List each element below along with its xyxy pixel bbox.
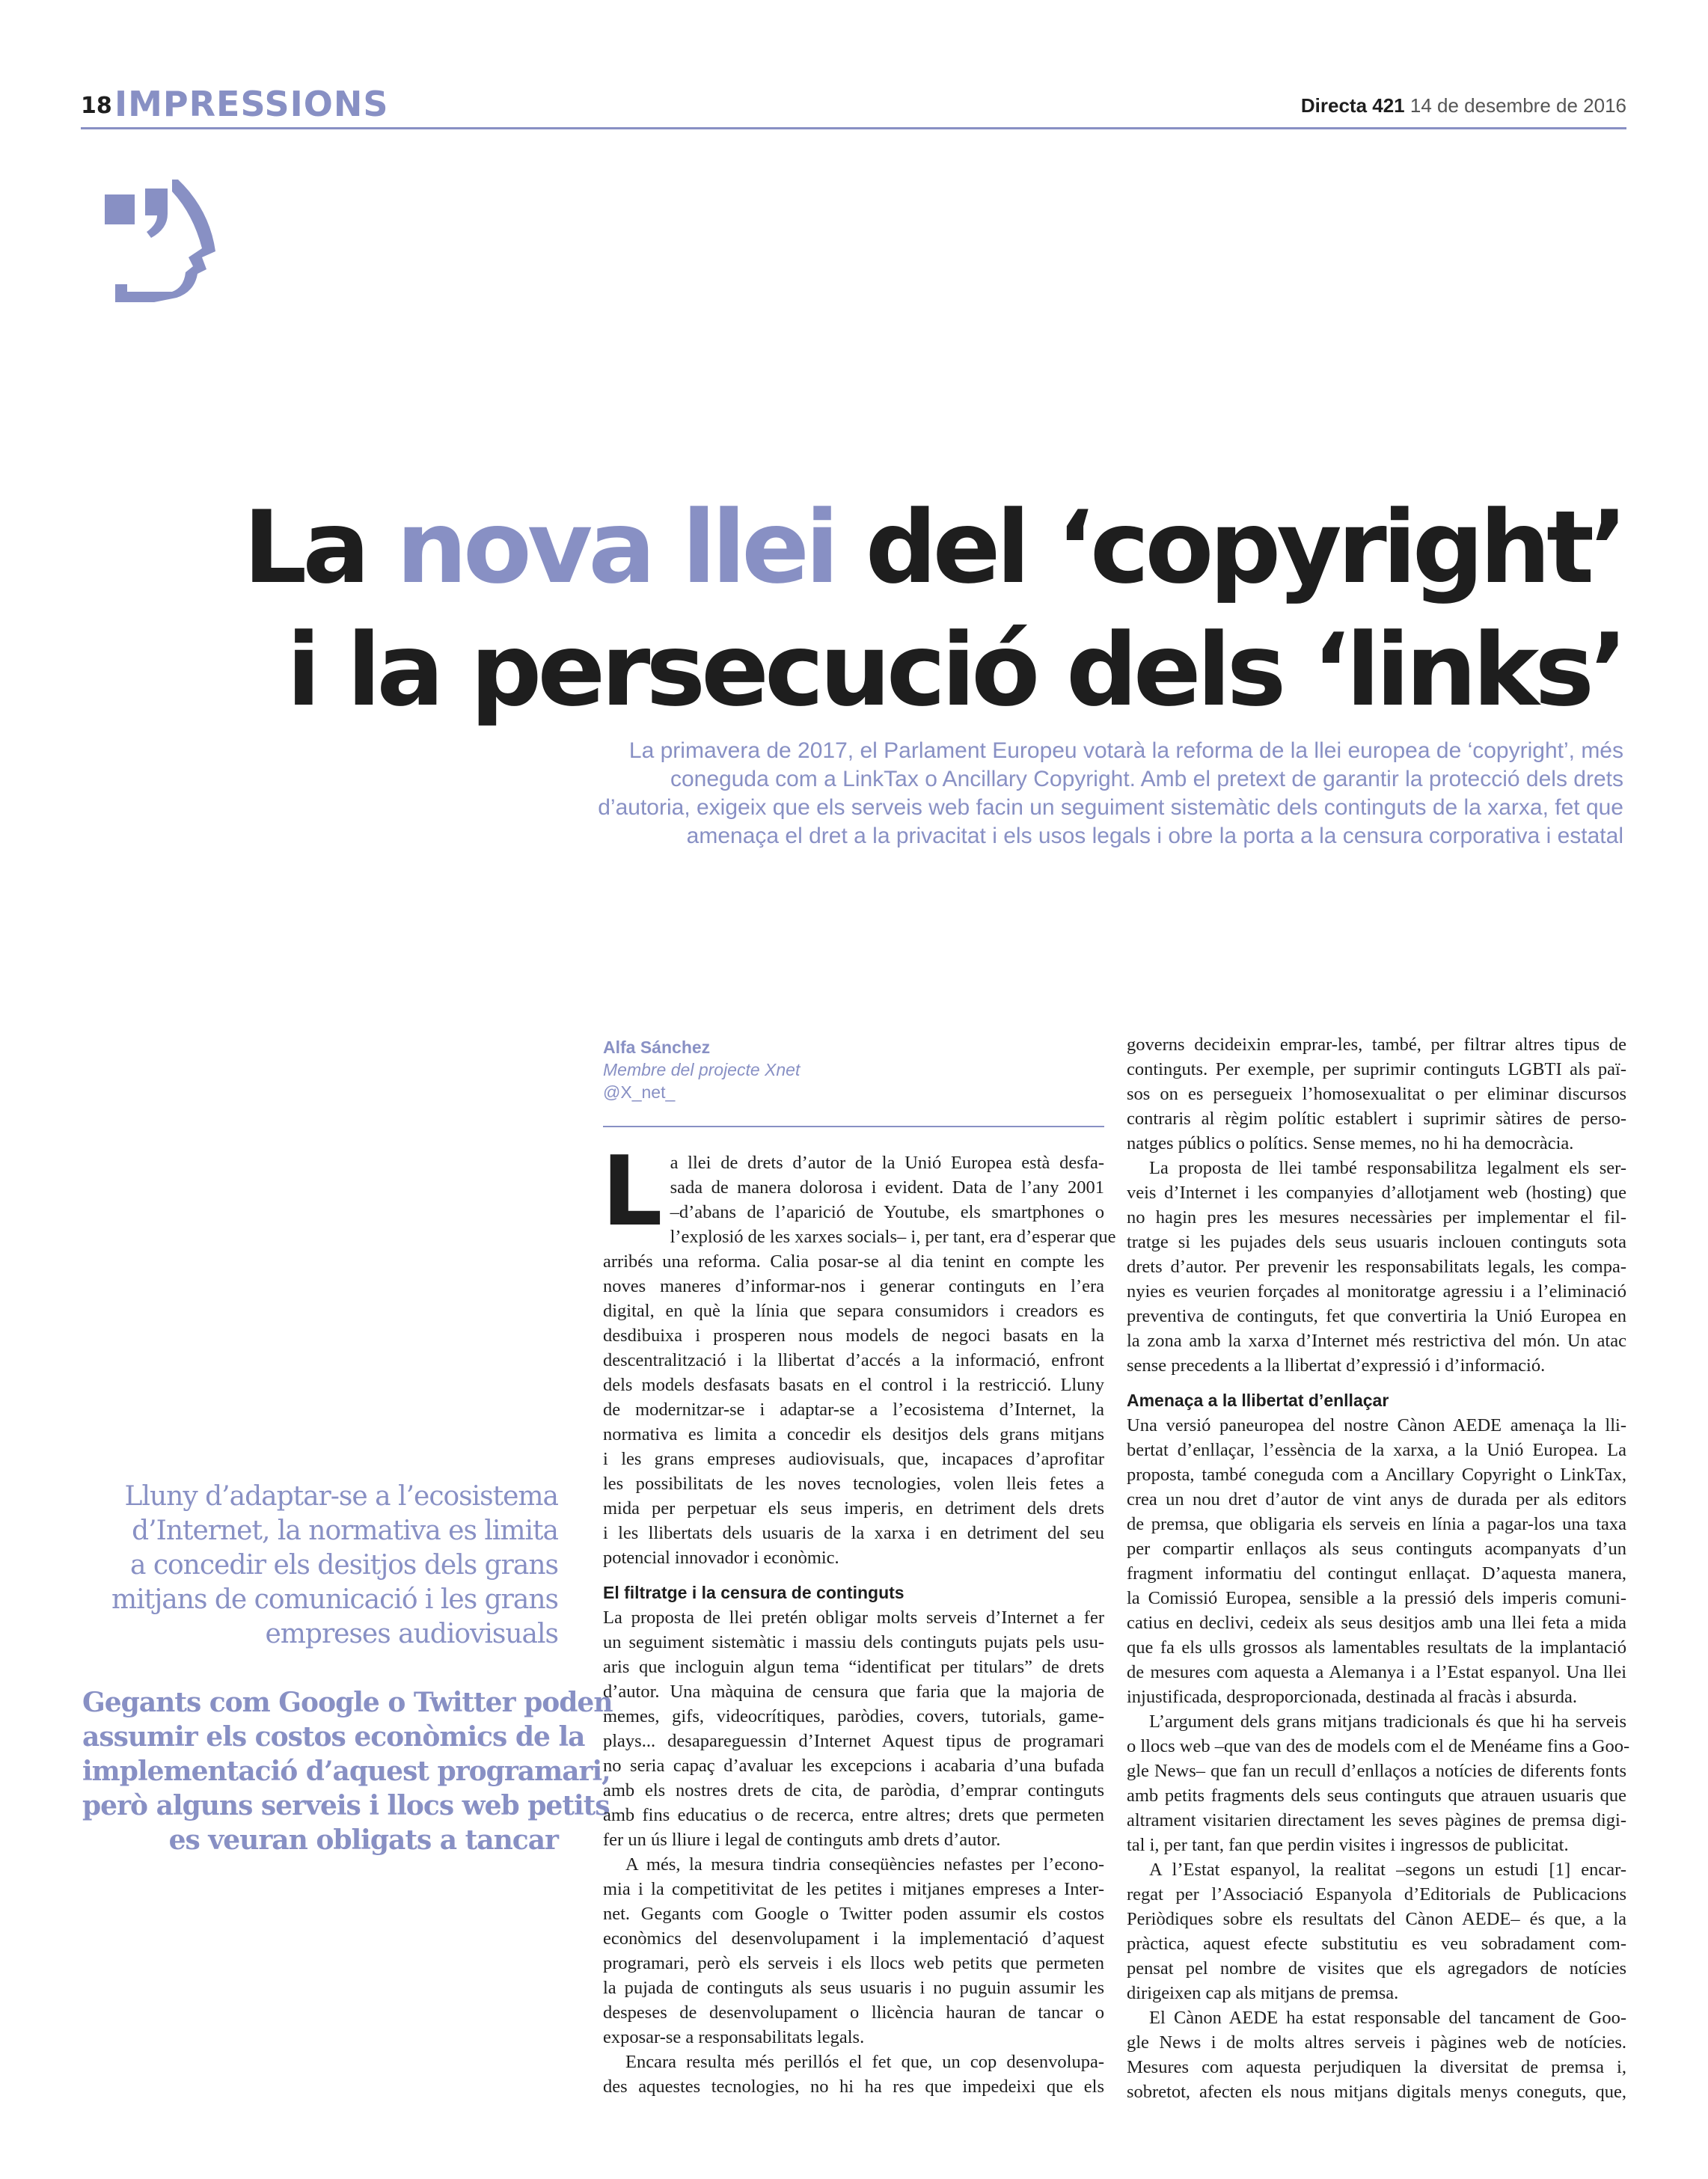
body-line: desdibuixa i prosperen nous models de negoci basats en la [603, 1326, 1104, 1346]
pull-quote-2 [82, 1685, 613, 1857]
pull-quote-line: però alguns serveis i llocs web petits [82, 1790, 610, 1821]
body-line: d’autor. Una màquina de censura que faria que la majoria de [603, 1682, 1104, 1702]
body-line: preventiva de continguts, fet que convertiria la Unió Europea en [1127, 1306, 1626, 1326]
body-line: sobretot, afecten els nous mitjans digitals menys coneguts, que, [1127, 2082, 1626, 2102]
body-line: de premsa, que obligaria els serveis en línia a pagar-los una taxa [1127, 1514, 1626, 1534]
body-line: continguts. Per exemple, per suprimir continguts LGBTI als paï- [1127, 1059, 1626, 1079]
body-line: dels models desfasats basats en el control i la restricció. Lluny [603, 1375, 1104, 1395]
body-line: a llei de drets d’autor de la Unió Europea està desfa- [670, 1153, 1104, 1173]
subhead: El filtratge i la censura de continguts [603, 1583, 904, 1602]
issue-date: 14 de desembre de 2016 [1409, 94, 1626, 117]
body-line: fragment informatiu del contingut enllaçat. D’aquesta manera, [1127, 1563, 1626, 1584]
headline-line-2: i la persecució dels ‘links’ [286, 612, 1623, 729]
body-line: arribés una reforma. Calia posar-se al dia tenint en compte les [603, 1251, 1104, 1272]
body-line: A més, la mesura tindria conseqüències nefastes per l’econo- [625, 1854, 1104, 1875]
page-header [81, 84, 1626, 130]
pull-quote-line: mitjans de comunicació i les grans [111, 1584, 558, 1615]
face-profile-logo-icon [97, 180, 224, 307]
body-line: A l’Estat espanyol, la realitat –segons un estudi [1] encar- [1149, 1860, 1626, 1880]
body-line: pràctica, aquest efecte substitutiu es veu sobradament com- [1127, 1934, 1626, 1954]
author-role: Membre del projecte Xnet [603, 1060, 801, 1079]
paragraph [603, 1605, 1104, 1852]
body-line: despeses de desenvolupament o llicència hauran de tancar o [603, 2002, 1104, 2023]
body-column-1 [602, 1136, 1116, 2099]
body-line: natges públics o polítics. Sense memes, no hi ha democràcia. [1127, 1133, 1574, 1153]
paragraph [1127, 1857, 1626, 2005]
body-line: econòmics del desenvolupament i la implementació d’aquest [603, 1928, 1104, 1949]
body-line: net. Gegants com Google o Twitter poden assumir els costos [603, 1904, 1104, 1924]
body-line: un seguiment sistemàtic i massiu dels continguts pujats pels usu- [603, 1632, 1104, 1652]
paragraph [1127, 2005, 1626, 2104]
publication-name: Directa 421 [1300, 94, 1405, 117]
paragraph [603, 1852, 1104, 2050]
paragraph [603, 2050, 1104, 2099]
headline [112, 486, 1623, 732]
dek-line: amenaça el dret a la privacitat i els usos legals i obre la porta a la censura corporativa i estatal [686, 824, 1623, 848]
body-line: mida per perpetuar els seus imperis, en detriment dels drets [603, 1498, 1104, 1518]
body-line: La proposta de llei pretén obligar molts serveis d’Internet a fer [603, 1608, 1104, 1628]
body-line: amb fins educatius o de recerca, entre altres; drets que permeten [603, 1805, 1104, 1825]
body-line: La proposta de llei també responsabilitza legalment els ser- [1149, 1158, 1626, 1178]
body-line: que fa els ulls grossos als lamentables resultats de la implantació [1127, 1637, 1626, 1658]
pull-quote-1 [82, 1480, 558, 1652]
body-line: veis d’Internet i les companyies d’allotjament web (hosting) que [1127, 1183, 1626, 1203]
author-name: Alfa Sánchez [603, 1038, 711, 1057]
body-line: no hagin pres les mesures necessàries per implementar el fil- [1127, 1207, 1626, 1228]
body-line: dirigeixen cap als mitjans de premsa. [1127, 1983, 1399, 2003]
paragraph [1127, 1709, 1630, 1857]
body-line: memes, gifs, videocrítiques, paròdies, covers, tutorials, game- [603, 1706, 1104, 1726]
pull-quote-line: implementació d’aquest programari, [82, 1756, 610, 1787]
body-line: sada de manera dolorosa i evident. Data de l’any 2001 [670, 1177, 1104, 1198]
body-line: les possibilitats de les noves tecnologies, volen lleis fetes a [603, 1474, 1104, 1494]
body-line: la Comissió Europea, sensible a la pressió dels imperis comuni- [1127, 1588, 1626, 1608]
body-line: aris que incloguin algun tema “identificat per titulars” de drets [603, 1657, 1104, 1677]
header-rule [81, 127, 1626, 129]
dek-line: coneguda com a LinkTax o Ancillary Copyright. Amb el pretext de garantir la protecció dels drets [670, 767, 1623, 791]
body-line: bertat d’enllaçar, l’essència de la xarxa, a la Unió Europea. La [1127, 1440, 1626, 1460]
body-line: gle News– que fan un recull d’enllaços a notícies de diferents fonts [1127, 1761, 1626, 1781]
pull-quote-line: empreses audiovisuals [265, 1619, 558, 1649]
body-line: tal i, per tant, fan que perdin visites i ingressos de publicitat. [1127, 1835, 1569, 1855]
body-line: Mesures com aquesta perjudiquen la diversitat de premsa i, [1127, 2057, 1626, 2077]
section-title: IMPRESSIONS [114, 84, 389, 124]
pull-quote-line: a concedir els desitjos dels grans [129, 1550, 558, 1581]
body-line: o llocs web –que van des de models com el de Menéame fins a Goo- [1127, 1736, 1630, 1756]
body-line: injustificada, desproporcionada, destinada al fracàs i absurda. [1127, 1687, 1578, 1707]
body-line: fer un ús lliure i legal de continguts amb drets d’autor. [603, 1830, 1001, 1850]
body-line: catius en declivi, cedeix als seus desitjos amb una llei feta a mida [1127, 1613, 1626, 1633]
body-line: gle News i de molts altres serveis i pàgines web de notícies. [1127, 2032, 1626, 2053]
paragraph [1127, 1413, 1626, 1709]
body-line: –d’abans de l’aparició de Youtube, els smartphones o [670, 1202, 1104, 1222]
pull-quote-line: assumir els costos econòmics de la [82, 1721, 585, 1753]
issue-info [1301, 94, 1626, 117]
dek-line: d’autoria, exigeix que els serveis web facin un seguiment sistemàtic dels continguts de la xarxa, fet que [598, 795, 1623, 820]
body-line: des aquestes tecnologies, no hi ha res que impedeixi que els [603, 2077, 1104, 2097]
paragraph [1127, 1032, 1626, 1156]
pull-quote-line: d’Internet, la normativa es limita [132, 1516, 558, 1546]
body-line: pensat pel nombre de visites que els agregadors de notícies [1127, 1958, 1626, 1979]
body-line: amb els nostres drets de cita, de paròdia, d’emprar continguts [603, 1780, 1104, 1800]
body-line: regat per l’Associació Espanyola d’Editorials de Publicacions [1127, 1884, 1626, 1904]
headline-line-1 [112, 486, 1623, 609]
body-line: exposar-se a responsabilitats legals. [603, 2027, 865, 2047]
body-line: L’argument dels grans mitjans tradicionals és que hi ha serveis [1149, 1711, 1626, 1732]
body-line: descentralització i la llibertat d’accés a la informació, enfront [603, 1350, 1104, 1370]
body-line: sos on es persegueix l’homosexualitat o per eliminar discursos [1127, 1084, 1626, 1104]
body-line: la zona amb la xarxa d’Internet més restrictiva del món. Un atac [1127, 1331, 1626, 1351]
subhead: Amenaça a la llibertat d’enllaçar [1127, 1391, 1389, 1410]
dek [524, 737, 1623, 851]
body-line: amb petits fragments dels seus continguts que atrauen usuaris que [1127, 1786, 1626, 1806]
body-line: de mesures com aquesta a Alemanya i a l’Estat espanyol. Una llei [1127, 1662, 1626, 1682]
headline-part: La [242, 489, 397, 606]
pull-quote-line: es veuran obligats a tancar [168, 1824, 558, 1856]
headline-part: del ‘copyright’ [835, 489, 1623, 606]
body-line: plays... desapareguessin d’Internet Aquest tipus de programari [603, 1731, 1104, 1751]
body-line: contraris al règim polític establert i suprimir sàtires de perso- [1127, 1109, 1626, 1129]
pull-quote-line: Gegants com Google o Twitter poden [82, 1687, 613, 1718]
body-line: per compartir enllaços als seus continguts acompanyats d’un [1127, 1539, 1626, 1559]
body-line: programari, però els serveis i els llocs web petits que permeten [603, 1953, 1104, 1973]
body-line: digital, en què la línia que separa consumidors i creadors es [603, 1301, 1104, 1321]
body-line: tratge si les pujades dels seus usuaris inclouen continguts sota [1127, 1232, 1626, 1252]
paragraph [603, 1225, 1116, 1570]
headline-accent: nova llei [396, 489, 835, 606]
body-line: nyies es veurien forçades al monitoratge agressiu i a l’eliminació [1127, 1281, 1626, 1302]
body-line: i les grans empreses audiovisuals, que, incapaces d’aprofitar [603, 1449, 1104, 1469]
body-column-2 [1127, 1032, 1630, 2104]
paragraph [1127, 1156, 1626, 1378]
body-line: la pujada de continguts als seus usuaris i no puguin assumir les [603, 1978, 1104, 1998]
body-line: mia i la competitivitat de les petites i mitjanes empreses a Inter- [603, 1879, 1104, 1899]
body-line: noves maneres d’informar-nos i generar continguts en l’era [603, 1276, 1104, 1296]
page-number: 18 [81, 93, 112, 119]
author-handle[interactable]: @X_net_ [603, 1082, 676, 1102]
body-line: no seria capaç d’avaluar les excepcions i acabaria d’una bufada [603, 1756, 1104, 1776]
body-line: altrament visitarien directament les seves pàgines de premsa digi- [1127, 1810, 1626, 1830]
body-line: El Cànon AEDE ha estat responsable del tancament de Goo- [1149, 2008, 1626, 2028]
body-line: l’explosió de les xarxes socials– i, per tant, era d’esperar que [670, 1227, 1116, 1247]
body-line: sense precedents a la llibertat d’expressió i d’informació. [1127, 1355, 1546, 1376]
byline [603, 1036, 1101, 1103]
body-line: crea un nou dret d’autor de vint anys de durada per als editors [1127, 1489, 1626, 1510]
body-line: normativa es limita a concedir els desitjos dels grans mitjans [603, 1424, 1104, 1444]
body-line: Encara resulta més perillós el fet que, un cop desenvolupa- [625, 2052, 1104, 2072]
body-line: de modernitzar-se i adaptar-se a l’ecosistema d’Internet, la [603, 1400, 1104, 1420]
body-line: drets d’autor. Per prevenir les responsabilitats legals, les compa- [1127, 1257, 1626, 1277]
body-line: Periòdiques sobre els resultats del Cànon AEDE– és que, a la [1127, 1909, 1626, 1929]
body-line: governs decideixin emprar-les, també, per filtrar altres tipus de [1127, 1035, 1626, 1055]
body-line: Una versió paneuropea del nostre Cànon AEDE amenaça la lli- [1127, 1415, 1626, 1435]
body-line: potencial innovador i econòmic. [603, 1548, 839, 1568]
pull-quote-line: Lluny d’adaptar-se a l’ecosistema [124, 1481, 558, 1512]
byline-rule [603, 1126, 1104, 1127]
body-line: proposta, també coneguda com a Ancillary Copyright o LinkTax, [1127, 1465, 1626, 1485]
dek-line: La primavera de 2017, el Parlament Europeu votarà la reforma de la llei europea de ‘copyright’, més [628, 738, 1623, 763]
body-line: i les llibertats dels usuaris de la xarxa i en detriment del seu [603, 1523, 1104, 1543]
drop-cap: L [602, 1136, 663, 1248]
